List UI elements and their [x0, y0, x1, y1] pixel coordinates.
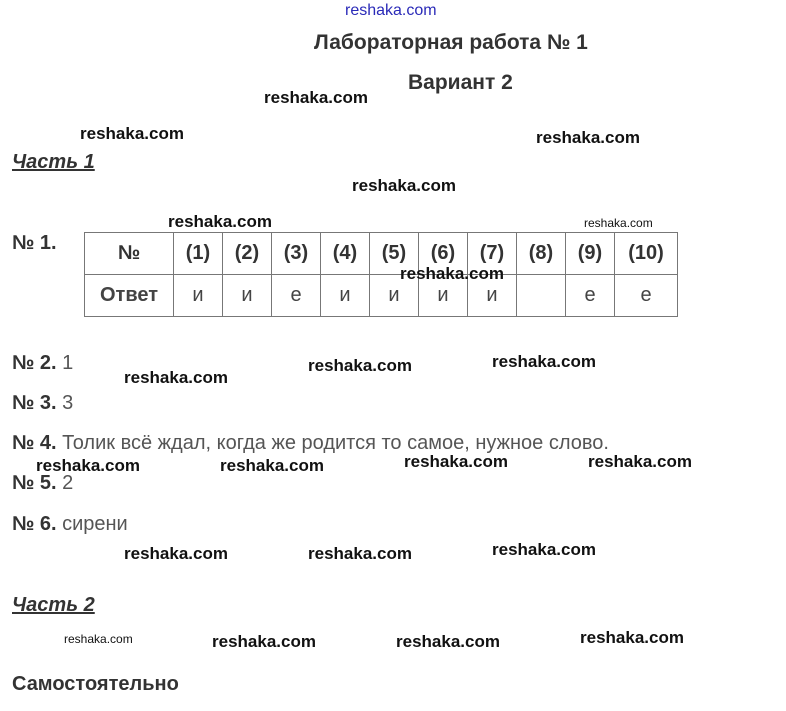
table-column-header: (4)	[321, 233, 370, 275]
task-answer: Толик всё ждал, когда же родится то самое, нужное слово.	[62, 432, 609, 454]
table-answer-row	[85, 275, 678, 317]
watermark: reshaka.com	[124, 544, 228, 563]
watermark: reshaka.com	[36, 456, 140, 475]
watermark: reshaka.com	[588, 452, 692, 471]
table-column-header: (5)	[370, 233, 419, 275]
watermark: reshaka.com	[168, 212, 272, 231]
task-number: № 6.	[12, 513, 57, 535]
watermark: reshaka.com	[400, 264, 504, 283]
watermark: reshaka.com	[404, 452, 508, 471]
variant-heading: Вариант 2	[408, 71, 513, 94]
table-column-header: (10)	[615, 233, 678, 275]
watermark: reshaka.com	[580, 628, 684, 647]
task-4	[12, 432, 609, 455]
task-answer: 2	[62, 472, 74, 494]
task-3	[12, 392, 73, 415]
watermark: reshaka.com	[584, 216, 653, 230]
task-number: № 4.	[12, 432, 57, 454]
task-6	[12, 513, 128, 536]
watermark: reshaka.com	[80, 124, 184, 143]
task-2	[12, 352, 73, 375]
watermark: reshaka.com	[308, 356, 412, 375]
part-1-heading: Часть 1	[12, 151, 95, 173]
watermark: reshaka.com	[220, 456, 324, 475]
task-answer: 1	[62, 352, 74, 374]
task-5	[12, 472, 73, 495]
answer-table	[84, 232, 678, 317]
task-number: № 5.	[12, 472, 57, 494]
table-cell: е	[272, 275, 321, 317]
part-2-heading: Часть 2	[12, 594, 95, 616]
table-cell: и	[419, 275, 468, 317]
task-answer: сирени	[62, 513, 128, 535]
watermark: reshaka.com	[536, 128, 640, 147]
task-1-number: № 1.	[12, 232, 57, 254]
task-number: № 3.	[12, 392, 57, 414]
table-header-row	[85, 233, 678, 275]
watermark: reshaka.com	[64, 632, 133, 646]
table-cell: и	[174, 275, 223, 317]
table-cell: и	[370, 275, 419, 317]
watermark: reshaka.com	[396, 632, 500, 651]
table-column-header: (2)	[223, 233, 272, 275]
table-column-header: (7)	[468, 233, 517, 275]
table-answer-label: Ответ	[85, 275, 174, 317]
table-column-header: (8)	[517, 233, 566, 275]
task-answer: 3	[62, 392, 74, 414]
table-cell: и	[321, 275, 370, 317]
table-column-header: (6)	[419, 233, 468, 275]
table-cell: и	[223, 275, 272, 317]
table-column-header: (9)	[566, 233, 615, 275]
watermark: reshaka.com	[492, 352, 596, 371]
watermark: reshaka.com	[124, 368, 228, 387]
table-column-header: (3)	[272, 233, 321, 275]
self-study-heading: Самостоятельно	[12, 673, 179, 695]
table-cell: и	[468, 275, 517, 317]
table-cell	[517, 275, 566, 317]
watermark: reshaka.com	[308, 544, 412, 563]
watermark: reshaka.com	[352, 176, 456, 195]
watermark: reshaka.com	[264, 88, 368, 107]
site-link[interactable]: reshaka.com	[345, 2, 437, 19]
table-header-label: №	[85, 233, 174, 275]
table-cell: е	[566, 275, 615, 317]
page-title: Лабораторная работа № 1	[314, 31, 588, 54]
watermark: reshaka.com	[212, 632, 316, 651]
task-number: № 2.	[12, 352, 57, 374]
table-column-header: (1)	[174, 233, 223, 275]
table-cell: е	[615, 275, 678, 317]
watermark: reshaka.com	[492, 540, 596, 559]
